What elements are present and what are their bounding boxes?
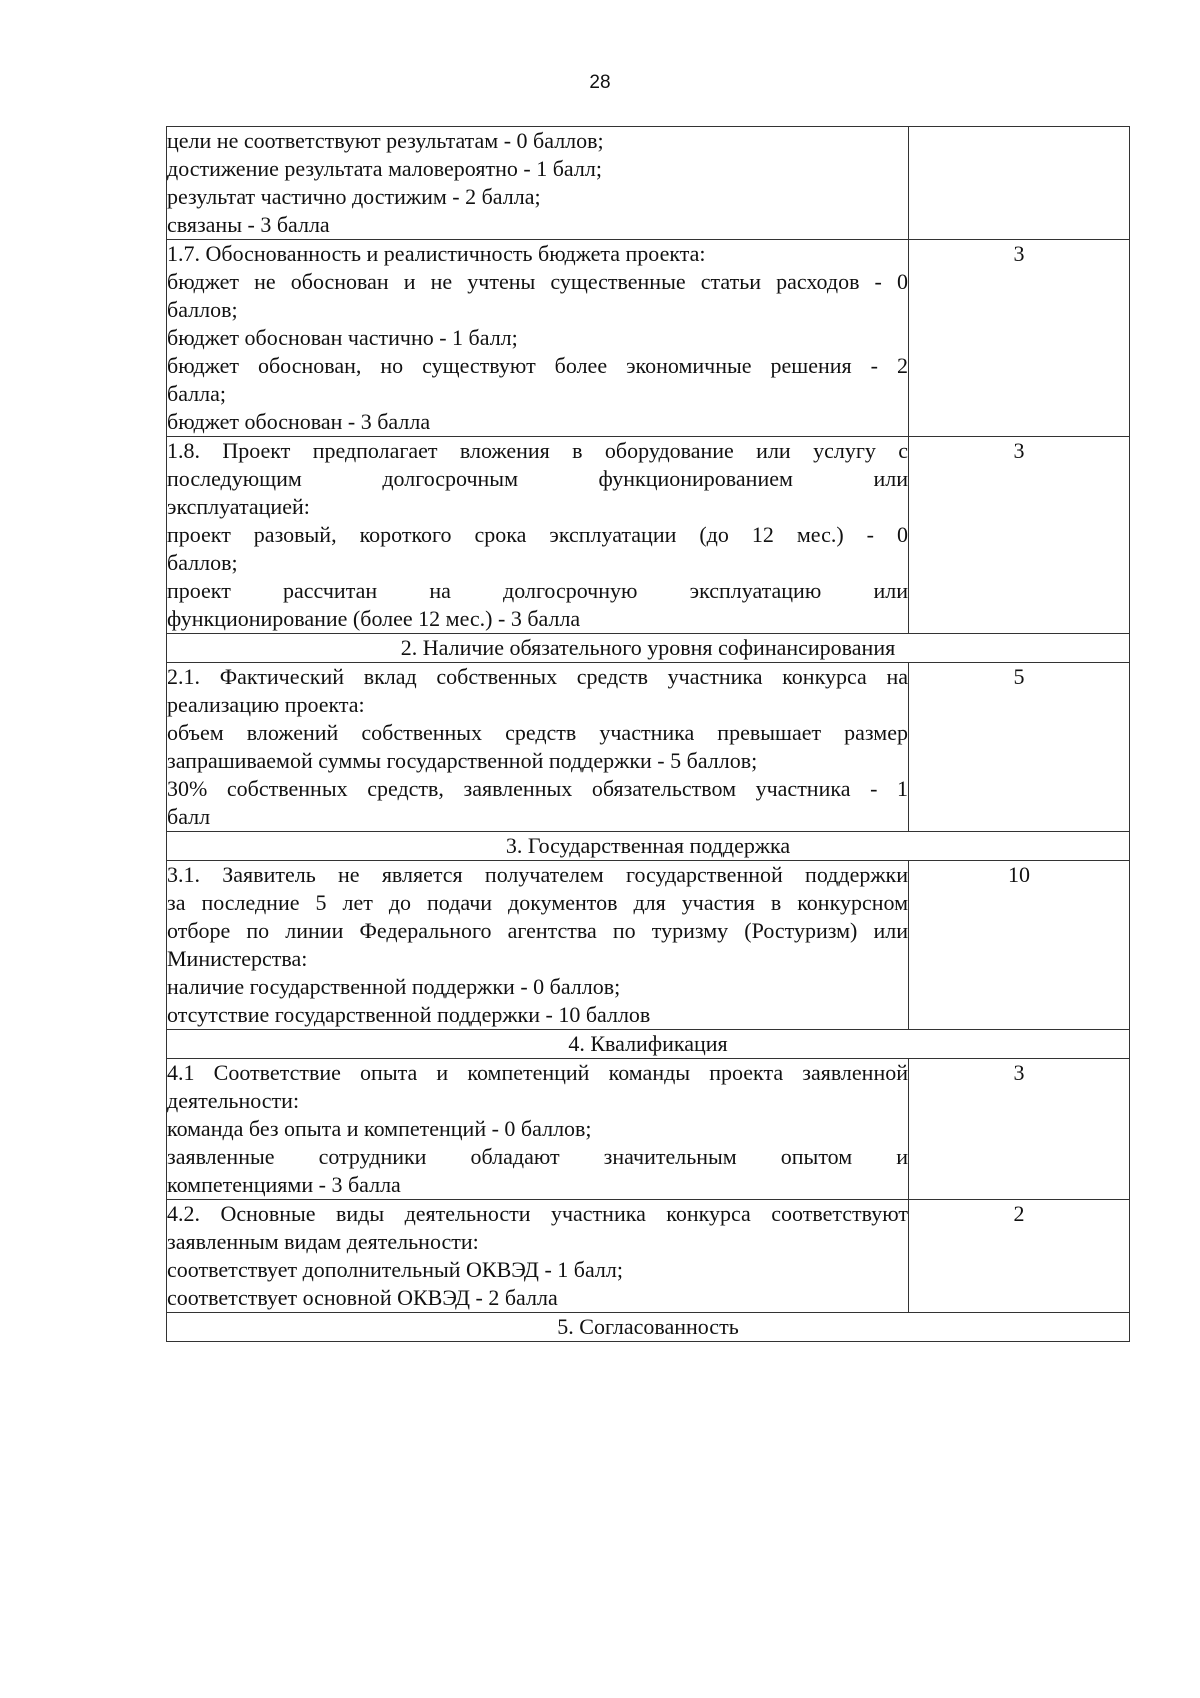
- section-header-row: [167, 634, 1130, 663]
- criterion-text-line: 4.2. Основные виды деятельности участника конкурса соответствуют: [167, 1201, 908, 1226]
- criterion-text-line: проект разовый, короткого срока эксплуатации (до 12 мес.) - 0: [167, 522, 908, 547]
- criterion-row: [167, 663, 1130, 832]
- criterion-text-line: Министерства:: [167, 946, 308, 971]
- criterion-description: [167, 437, 909, 634]
- criterion-text-line: функционирование (более 12 мес.) - 3 балла: [167, 606, 581, 631]
- criterion-text-line: достижение результата маловероятно - 1 балл;: [167, 156, 602, 181]
- criterion-text-line: наличие государственной поддержки - 0 баллов;: [167, 974, 621, 999]
- criteria-table-body: [167, 127, 1130, 1342]
- criterion-max-score: 3: [909, 1059, 1130, 1200]
- criterion-text-line: деятельности:: [167, 1088, 300, 1113]
- criterion-description: [167, 1059, 909, 1200]
- criterion-text-line: отборе по линии Федерального агентства по туризму (Ростуризм) или: [167, 918, 908, 943]
- criterion-text-line: связаны - 3 балла: [167, 212, 330, 237]
- criterion-row: [167, 1200, 1130, 1313]
- criterion-text-line: соответствует дополнительный ОКВЭД - 1 балл;: [167, 1257, 623, 1282]
- criterion-max-score: 2: [909, 1200, 1130, 1313]
- criterion-text-line: бюджет обоснован - 3 балла: [167, 409, 431, 434]
- criterion-max-score: 3: [909, 437, 1130, 634]
- section-header-row: [167, 1030, 1130, 1059]
- criterion-text-line: 1.8. Проект предполагает вложения в оборудование или услугу с: [167, 438, 908, 463]
- criterion-text-line: бюджет обоснован частично - 1 балл;: [167, 325, 518, 350]
- criterion-max-score: 10: [909, 861, 1130, 1030]
- criterion-row: [167, 1059, 1130, 1200]
- criterion-max-score: [909, 127, 1130, 240]
- section-header-row: [167, 1313, 1130, 1342]
- criterion-description: [167, 240, 909, 437]
- criterion-max-score: 5: [909, 663, 1130, 832]
- section-title: 5. Согласованность: [167, 1313, 1130, 1342]
- criterion-description: [167, 1200, 909, 1313]
- criterion-text-line: за последние 5 лет до подачи документов для участия в конкурсном: [167, 890, 908, 915]
- criterion-row: [167, 437, 1130, 634]
- criterion-text-line: 2.1. Фактический вклад собственных средств участника конкурса на: [167, 664, 908, 689]
- criterion-description: [167, 861, 909, 1030]
- criterion-text-line: компетенциями - 3 балла: [167, 1172, 401, 1197]
- section-title: 2. Наличие обязательного уровня софинансирования: [167, 634, 1130, 663]
- criterion-text-line: балла;: [167, 381, 226, 406]
- section-title: 3. Государственная поддержка: [167, 832, 1130, 861]
- criterion-text-line: баллов;: [167, 550, 238, 575]
- criterion-text-line: заявленные сотрудники обладают значительным опытом и: [167, 1144, 908, 1169]
- section-header-row: [167, 832, 1130, 861]
- criterion-text-line: результат частично достижим - 2 балла;: [167, 184, 541, 209]
- criterion-description: [167, 663, 909, 832]
- criterion-text-line: отсутствие государственной поддержки - 10 баллов: [167, 1002, 651, 1027]
- criterion-text-line: последующим долгосрочным функционированием или: [167, 466, 908, 491]
- criterion-row: [167, 861, 1130, 1030]
- criterion-text-line: 3.1. Заявитель не является получателем государственной поддержки: [167, 862, 908, 887]
- criterion-text-line: объем вложений собственных средств участника превышает размер: [167, 720, 908, 745]
- criterion-row: [167, 127, 1130, 240]
- criterion-text-line: заявленным видам деятельности:: [167, 1229, 479, 1254]
- criterion-text-line: проект рассчитан на долгосрочную эксплуатацию или: [167, 578, 908, 603]
- criterion-text-line: эксплуатацией:: [167, 494, 310, 519]
- criterion-text-line: 4.1 Соответствие опыта и компетенций команды проекта заявленной: [167, 1060, 908, 1085]
- criterion-text-line: бюджет обоснован, но существуют более экономичные решения - 2: [167, 353, 908, 378]
- criterion-text-line: баллов;: [167, 297, 238, 322]
- criterion-text-line: бюджет не обоснован и не учтены существенные статьи расходов - 0: [167, 269, 908, 294]
- criterion-text-line: 1.7. Обоснованность и реалистичность бюджета проекта:: [167, 241, 706, 266]
- criteria-table: [166, 126, 1130, 1342]
- criterion-text-line: цели не соответствуют результатам - 0 баллов;: [167, 128, 604, 153]
- criterion-text-line: 30% собственных средств, заявленных обязательством участника - 1: [167, 776, 908, 801]
- criterion-text-line: соответствует основной ОКВЭД - 2 балла: [167, 1285, 558, 1310]
- criterion-description: [167, 127, 909, 240]
- criterion-text-line: запрашиваемой суммы государственной поддержки - 5 баллов;: [167, 748, 758, 773]
- page-number: 28: [589, 72, 611, 93]
- criterion-text-line: команда без опыта и компетенций - 0 баллов;: [167, 1116, 592, 1141]
- section-title: 4. Квалификация: [167, 1030, 1130, 1059]
- criterion-max-score: 3: [909, 240, 1130, 437]
- criterion-text-line: реализацию проекта:: [167, 692, 365, 717]
- criterion-row: [167, 240, 1130, 437]
- criterion-text-line: балл: [167, 804, 211, 829]
